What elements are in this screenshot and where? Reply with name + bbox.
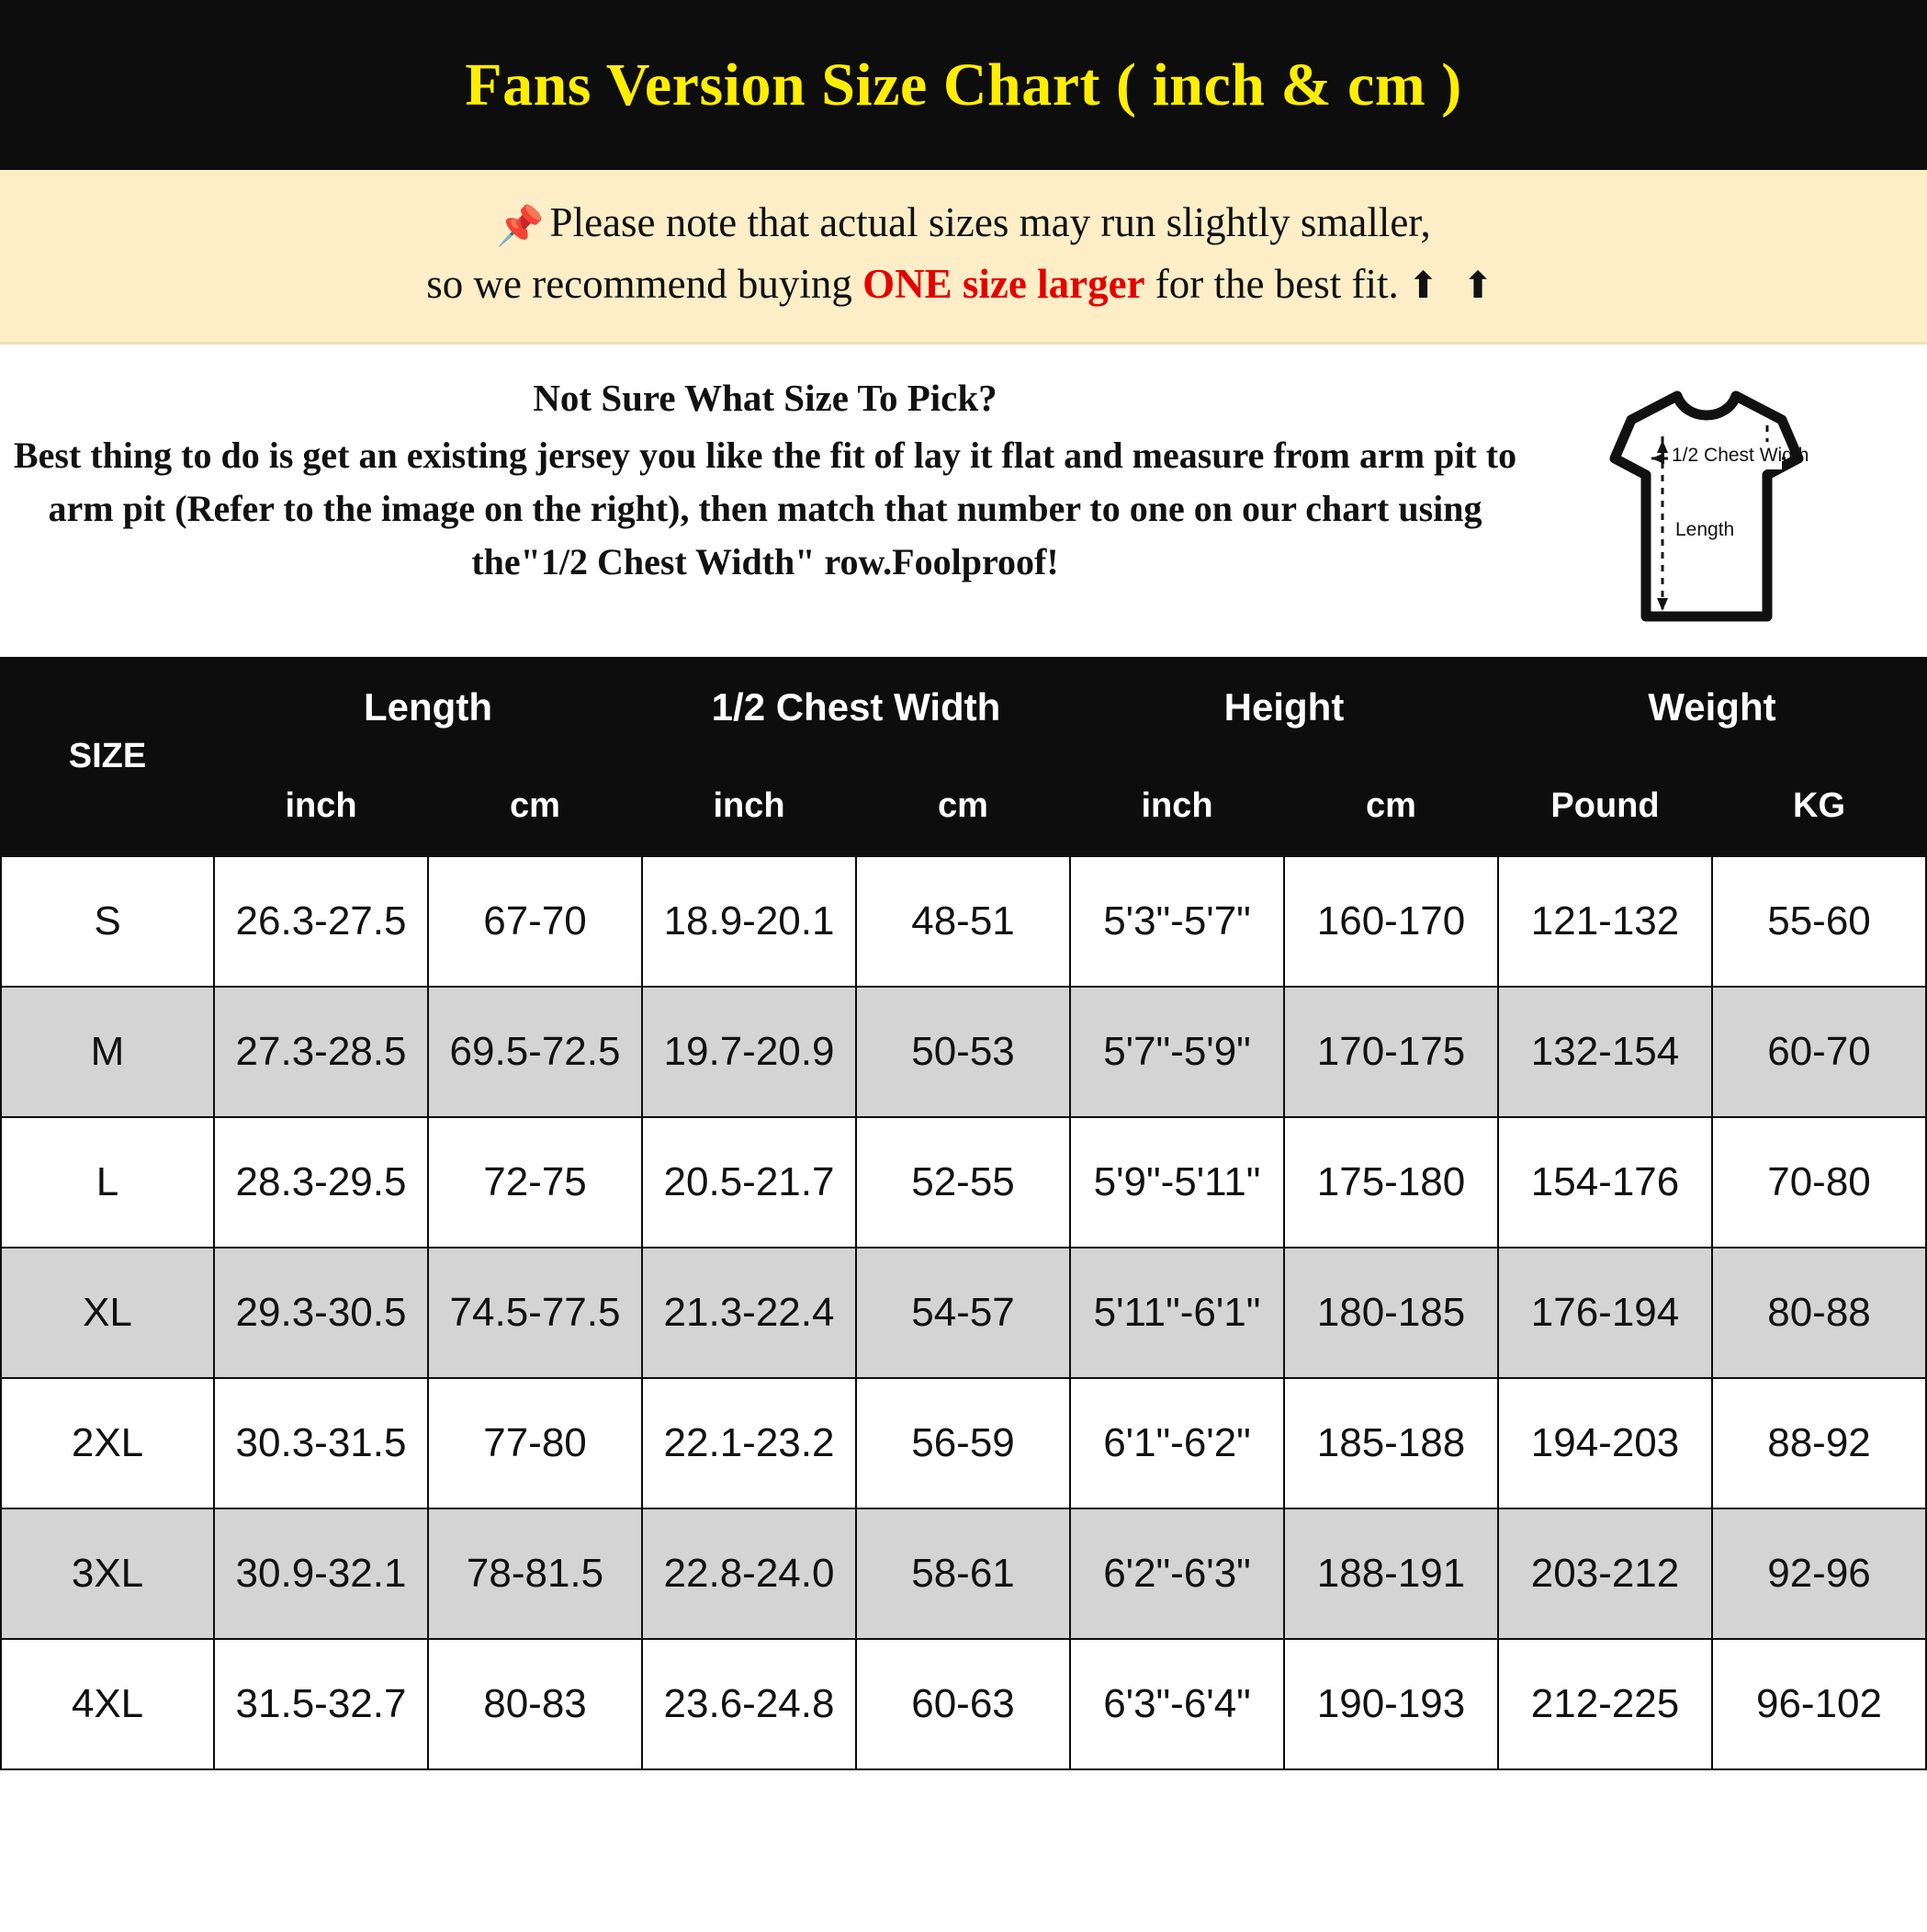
- size-table-body: [1, 856, 1926, 1769]
- cell-size: 3XL: [1, 1508, 214, 1639]
- cell-height-cm: 190-193: [1284, 1639, 1498, 1769]
- size-table: [0, 657, 1927, 1770]
- cell-length-cm: 72-75: [428, 1117, 642, 1248]
- cell-weight-kg: 55-60: [1712, 856, 1926, 987]
- cell-chest-inch: 22.1-23.2: [642, 1378, 856, 1508]
- cell-chest-cm: 48-51: [856, 856, 1070, 987]
- cell-length-inch: 27.3-28.5: [214, 987, 428, 1117]
- cell-height-inch: 5'11"-6'1": [1070, 1248, 1284, 1378]
- header-weight-pound: Pound: [1498, 757, 1712, 856]
- pushpin-icon: 📌: [496, 206, 545, 248]
- note-line-1: [18, 194, 1909, 255]
- cell-weight-pound: 176-194: [1498, 1248, 1712, 1378]
- table-row: [1, 856, 1926, 987]
- cell-weight-pound: 203-212: [1498, 1508, 1712, 1639]
- cell-chest-cm: 60-63: [856, 1639, 1070, 1769]
- table-unit-header-row: [1, 757, 1926, 856]
- cell-height-inch: 6'3"-6'4": [1070, 1639, 1284, 1769]
- advice-text-block: [0, 363, 1523, 589]
- cell-chest-inch: 21.3-22.4: [642, 1248, 856, 1378]
- cell-length-cm: 69.5-72.5: [428, 987, 642, 1117]
- advice-body: Best thing to do is get an existing jersey you like the fit of lay it flat and measure from arm pit to arm pit (Refer to the image on the right), then match that number to one on our chart using the"1/2 Chest Width" row.Foolproof!: [13, 434, 1517, 582]
- header-chest-inch: inch: [642, 757, 856, 856]
- cell-size: XL: [1, 1248, 214, 1378]
- note-line-2: [18, 255, 1909, 314]
- chest-width-label: 1/2 Chest Width: [1672, 444, 1809, 466]
- advice-section: [0, 345, 1927, 657]
- tshirt-diagram: [1523, 363, 1927, 646]
- table-row: [1, 1508, 1926, 1639]
- cell-length-inch: 31.5-32.7: [214, 1639, 428, 1769]
- cell-weight-kg: 70-80: [1712, 1117, 1926, 1248]
- page-title: Fans Version Size Chart ( inch & cm ): [465, 51, 1462, 119]
- cell-chest-inch: 22.8-24.0: [642, 1508, 856, 1639]
- cell-weight-pound: 194-203: [1498, 1378, 1712, 1508]
- cell-weight-kg: 60-70: [1712, 987, 1926, 1117]
- cell-weight-kg: 80-88: [1712, 1248, 1926, 1378]
- cell-length-cm: 78-81.5: [428, 1508, 642, 1639]
- advice-heading: Not Sure What Size To Pick?: [533, 376, 997, 419]
- cell-height-cm: 160-170: [1284, 856, 1498, 987]
- header-group-length: Length: [214, 658, 642, 757]
- cell-length-inch: 30.9-32.1: [214, 1508, 428, 1639]
- cell-weight-kg: 88-92: [1712, 1378, 1926, 1508]
- cell-chest-cm: 50-53: [856, 987, 1070, 1117]
- table-row: [1, 1117, 1926, 1248]
- cell-weight-pound: 212-225: [1498, 1639, 1712, 1769]
- cell-length-cm: 80-83: [428, 1639, 642, 1769]
- cell-weight-kg: 96-102: [1712, 1639, 1926, 1769]
- cell-size: M: [1, 987, 214, 1117]
- table-row: [1, 1639, 1926, 1769]
- up-arrows-icon: ⬆ ⬆: [1407, 264, 1501, 306]
- cell-size: S: [1, 856, 214, 987]
- note-text-1: Please note that actual sizes may run slightly smaller,: [549, 199, 1431, 245]
- table-row: [1, 987, 1926, 1117]
- cell-height-cm: 175-180: [1284, 1117, 1498, 1248]
- note-text-2-pre: so we recommend buying: [426, 260, 863, 307]
- cell-height-cm: 180-185: [1284, 1248, 1498, 1378]
- cell-height-cm: 185-188: [1284, 1378, 1498, 1508]
- cell-height-inch: 5'7"-5'9": [1070, 987, 1284, 1117]
- table-row: [1, 1378, 1926, 1508]
- cell-chest-cm: 56-59: [856, 1378, 1070, 1508]
- cell-weight-pound: 132-154: [1498, 987, 1712, 1117]
- size-table-head: [1, 658, 1926, 856]
- cell-length-cm: 67-70: [428, 856, 642, 987]
- cell-size: 4XL: [1, 1639, 214, 1769]
- header-length-cm: cm: [428, 757, 642, 856]
- header-size: SIZE: [1, 658, 214, 856]
- cell-size: L: [1, 1117, 214, 1248]
- header-weight-kg: KG: [1712, 757, 1926, 856]
- cell-chest-inch: 23.6-24.8: [642, 1639, 856, 1769]
- header-length-inch: inch: [214, 757, 428, 856]
- note-band: [0, 170, 1927, 345]
- tshirt-icon: [1523, 370, 1890, 646]
- cell-weight-pound: 154-176: [1498, 1117, 1712, 1248]
- cell-height-cm: 188-191: [1284, 1508, 1498, 1639]
- cell-length-cm: 74.5-77.5: [428, 1248, 642, 1378]
- header-group-chest: 1/2 Chest Width: [642, 658, 1070, 757]
- cell-chest-inch: 19.7-20.9: [642, 987, 856, 1117]
- cell-length-inch: 26.3-27.5: [214, 856, 428, 987]
- cell-chest-cm: 52-55: [856, 1117, 1070, 1248]
- cell-chest-cm: 54-57: [856, 1248, 1070, 1378]
- note-text-2-post: for the best fit.: [1144, 260, 1399, 307]
- title-bar: [0, 0, 1927, 170]
- cell-height-inch: 6'2"-6'3": [1070, 1508, 1284, 1639]
- header-group-height: Height: [1070, 658, 1498, 757]
- cell-height-inch: 5'3"-5'7": [1070, 856, 1284, 987]
- cell-chest-inch: 20.5-21.7: [642, 1117, 856, 1248]
- header-group-weight: Weight: [1498, 658, 1926, 757]
- cell-height-inch: 6'1"-6'2": [1070, 1378, 1284, 1508]
- cell-height-cm: 170-175: [1284, 987, 1498, 1117]
- cell-length-cm: 77-80: [428, 1378, 642, 1508]
- header-height-cm: cm: [1284, 757, 1498, 856]
- header-chest-cm: cm: [856, 757, 1070, 856]
- cell-weight-kg: 92-96: [1712, 1508, 1926, 1639]
- cell-length-inch: 29.3-30.5: [214, 1248, 428, 1378]
- cell-chest-cm: 58-61: [856, 1508, 1070, 1639]
- table-row: [1, 1248, 1926, 1378]
- note-emphasis: ONE size larger: [862, 260, 1145, 307]
- cell-weight-pound: 121-132: [1498, 856, 1712, 987]
- cell-height-inch: 5'9"-5'11": [1070, 1117, 1284, 1248]
- length-label: Length: [1675, 518, 1735, 540]
- cell-chest-inch: 18.9-20.1: [642, 856, 856, 987]
- table-group-header-row: [1, 658, 1926, 757]
- cell-size: 2XL: [1, 1378, 214, 1508]
- header-height-inch: inch: [1070, 757, 1284, 856]
- cell-length-inch: 28.3-29.5: [214, 1117, 428, 1248]
- cell-length-inch: 30.3-31.5: [214, 1378, 428, 1508]
